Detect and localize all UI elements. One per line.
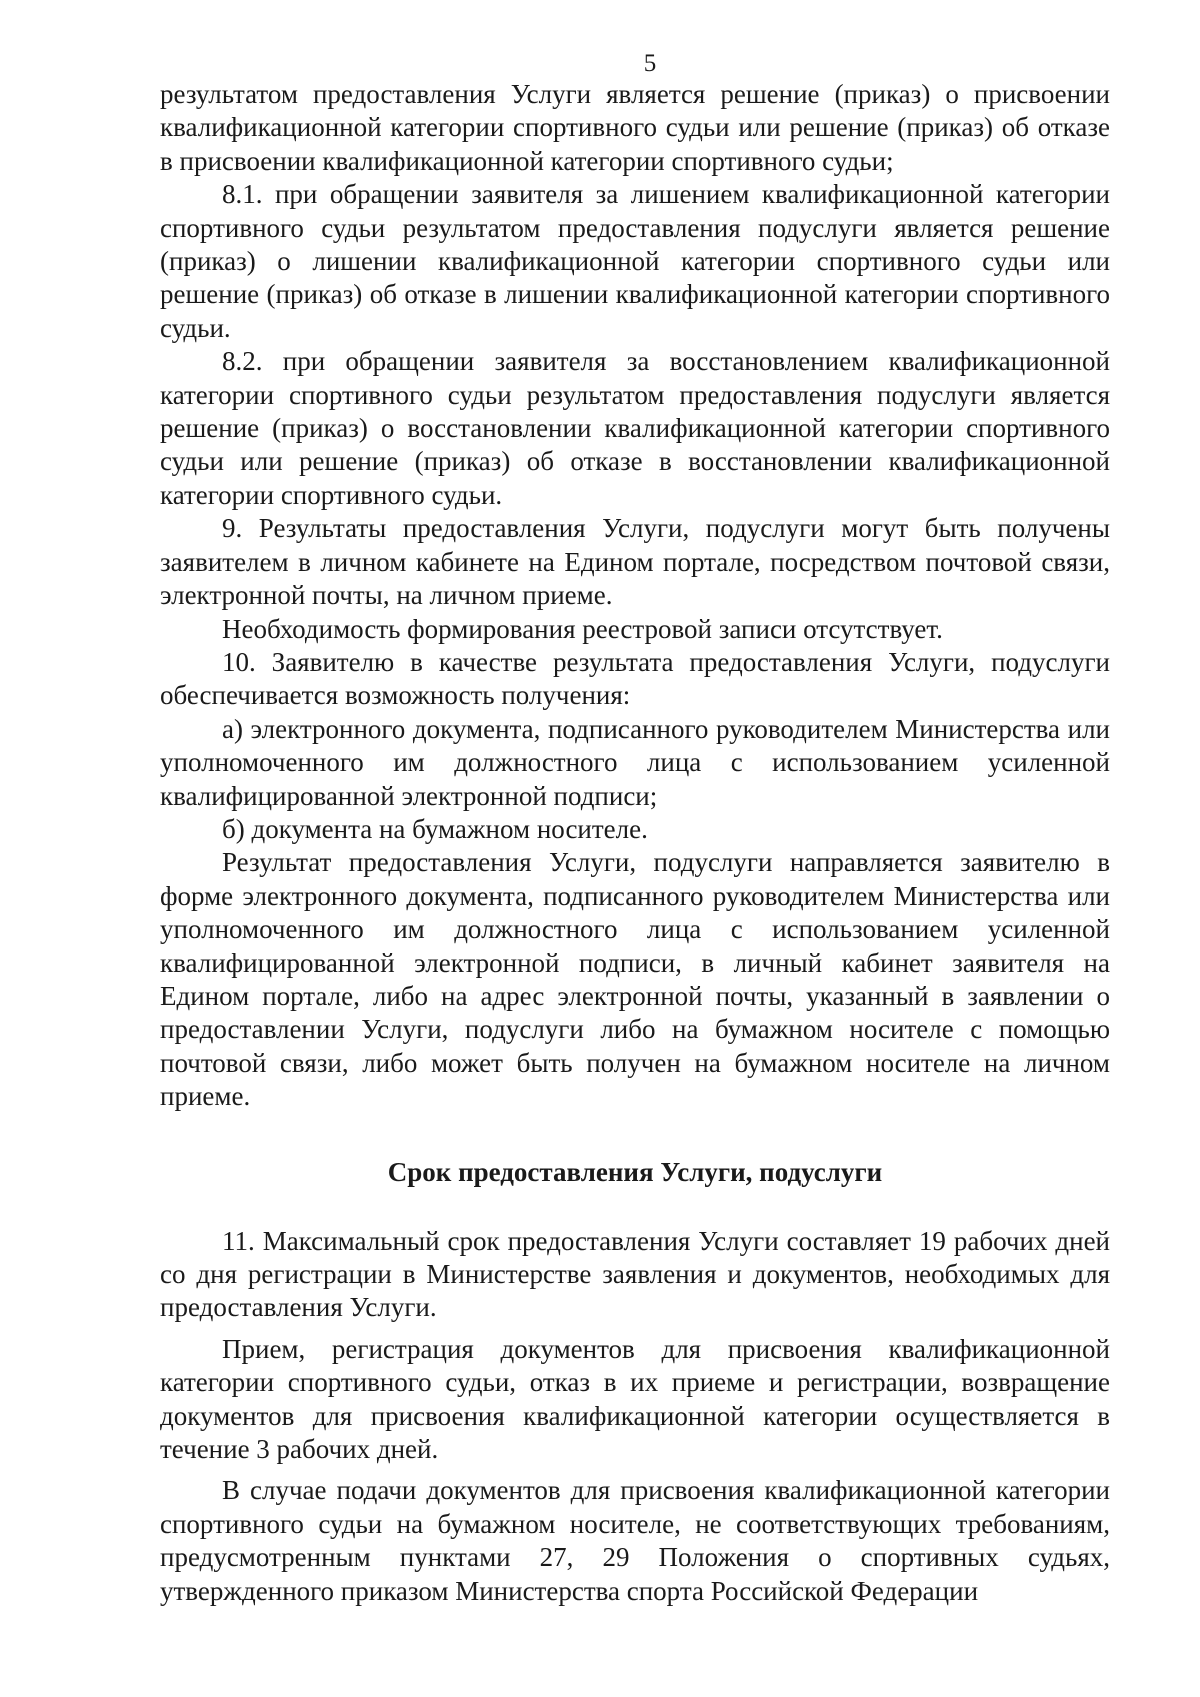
paragraph-registry-note: Необходимость формирования реестровой записи отсутствует. [222, 613, 943, 644]
paragraph-8-1: 8.1. при обращении заявителя за лишением квалификационной категории спортивного судьи результатом предоставления подуслуги является решение (приказ) о лишении квалификационной категории спортивного судьи или решение (приказ) об отказе в лишении квалификационной категории спортивного судьи. [160, 179, 1110, 343]
paragraph-result-continuation: результатом предоставления Услуги является решение (приказ) о присвоении квалификационной категории спортивного судьи или решение (приказ) об отказе в присвоении квалификационной категории спортивного судьи; [160, 79, 1110, 176]
paragraph-9: 9. Результаты предоставления Услуги, подуслуги могут быть получены заявителем в личном кабинете на Едином портале, посредством почтовой связи, электронной почты, на личном приеме. [160, 513, 1110, 611]
spacer [160, 1114, 1110, 1156]
page-number: 5 [643, 50, 657, 77]
section-heading: Срок предоставления Услуги, подуслуги [387, 1156, 883, 1187]
paragraph-11: 11. Максимальный срок предоставления Услуги составляет 19 рабочих дней со дня регистрации в Министерстве заявления и документов, необходимых для предоставления Услуги. [160, 1225, 1110, 1323]
paragraph-8-2: 8.2. при обращении заявителя за восстановлением квалификационной категории спортивного судьи результатом предоставления подуслуги является решение (приказ) о восстановлении квалификационной категории спортивного судьи или решение (приказ) об отказе в восстановлении квалификационной категории спортивного судьи. [160, 346, 1110, 510]
paragraph-result-delivery: Результат предоставления Услуги, подуслуги направляется заявителю в форме электронного документа, подписанного руководителем Министерства или уполномоченного им должностного лица с использованием усиленной квалифицированной электронной подписи, в личный кабинет заявителя на Едином портале, либо на адрес электронной почты, указанный в заявлении о предоставлении Услуги, подуслуги либо на бумажном носителе с помощью почтовой связи, либо может быть получен на бумажном носителе на личном приеме. [160, 847, 1110, 1112]
paragraph-10: 10. Заявителю в качестве результата предоставления Услуги, подуслуги обеспечивается возможность получения: [160, 646, 1110, 711]
paragraph-paper-submission: В случае подачи документов для присвоения квалификационной категории спортивного судьи на бумажном носителе, не соответствующих требованиям, предусмотренным пунктами 27, 29 Положения о спортивных судьях, утвержденного приказом Министерства спорта Российской Федерации [160, 1475, 1110, 1606]
spacer [160, 1189, 1110, 1225]
paragraph-10-b: б) документа на бумажном носителе. [222, 813, 648, 844]
paragraph-reception-registration: Прием, регистрация документов для присвоения квалификационной категории спортивного судьи, отказ в их приеме и регистрации, возвращение документов для присвоения квалификационной категории осуществляется в течение 3 рабочих дней. [160, 1333, 1110, 1465]
paragraph-10-a: а) электронного документа, подписанного руководителем Министерства или уполномоченного им должностного лица с использованием усиленной квалифицированной электронной подписи; [160, 713, 1110, 811]
